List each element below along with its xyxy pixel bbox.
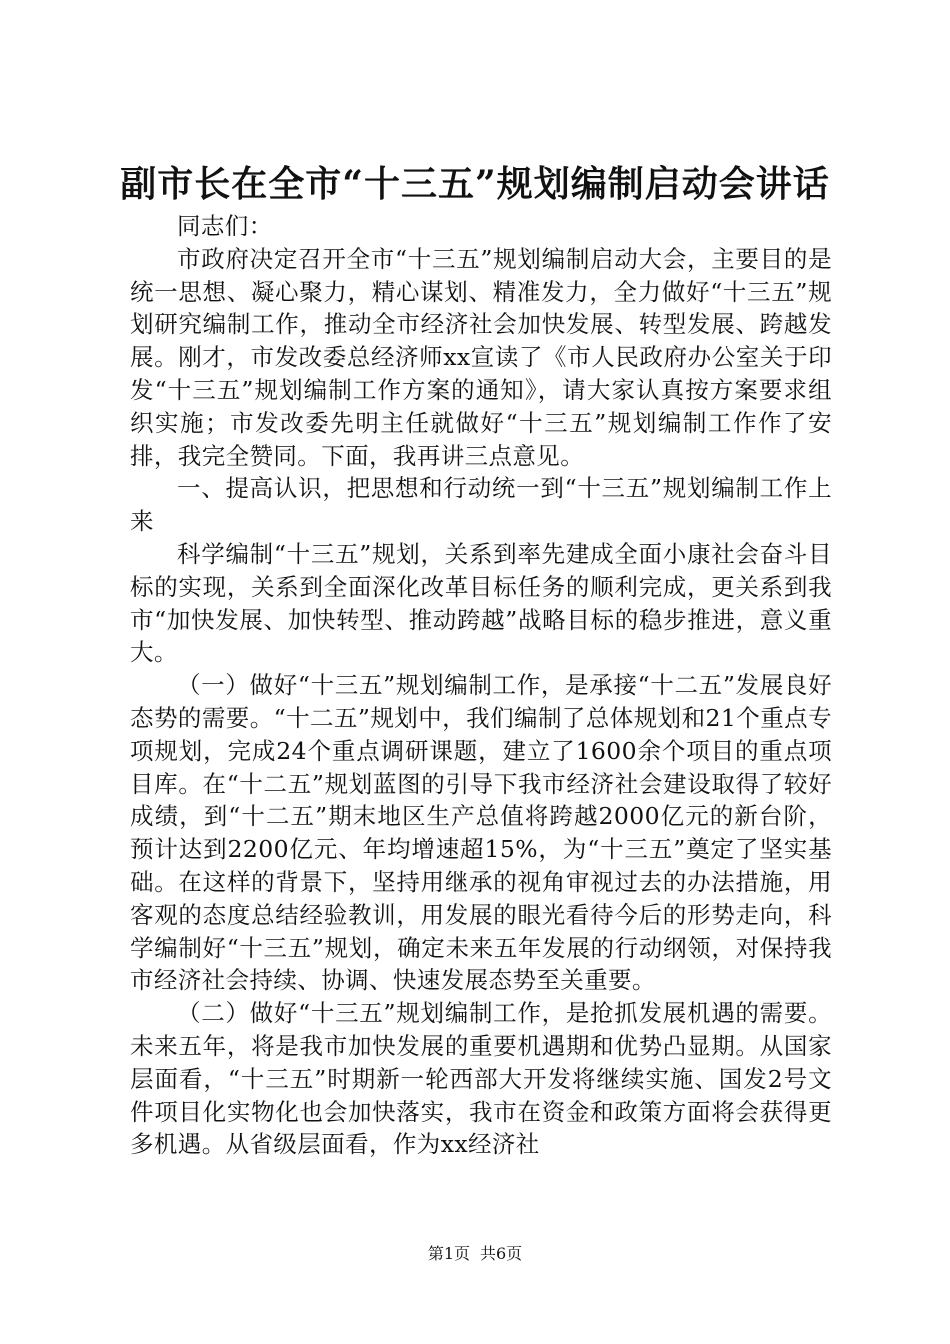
paragraph-intro: 市政府决定召开全市“十三五”规划编制启动大会，主要目的是统一思想、凝心聚力，精心谋划、精准发力，全力做好“十三五”规划研究编制工作，推动全市经济社会加快发展、转型发展、跨越发展。刚才，市发改委总经济师xx宣读了《市人民政府办公室关于印发“十三五”规划编制工作方案的通知》，请大家认真按方案要求组织实施；市发改委先明主任就做好“十三五”规划编制工作作了安排，我完全赞同。下面，我再讲三点意见。 bbox=[130, 244, 832, 470]
page-footer bbox=[0, 1243, 950, 1265]
salutation: 同志们： bbox=[177, 212, 273, 240]
document-body bbox=[130, 210, 832, 1161]
page-total: 共6页 bbox=[480, 1244, 523, 1263]
document-title: 副市长在全市“十三五”规划编制启动会讲话 bbox=[120, 163, 830, 205]
page-number: 第1页 bbox=[427, 1244, 470, 1263]
paragraph-point-2: （二）做好“十三五”规划编制工作，是抢抓发展机遇的需要。未来五年，将是我市加快发展的重要机遇期和优势凸显期。从国家层面看，“十三五”时期新一轮西部大开发将继续实施、国发2号文件项目化实物化也会加快落实，我市在资金和政策方面将会获得更多机遇。从省级层面看，作为xx经济社 bbox=[130, 999, 832, 1159]
paragraph-significance: 科学编制“十三五”规划，关系到率先建成全面小康社会奋斗目标的实现，关系到全面深化改革目标任务的顺利完成，更关系到我市“加快发展、加快转型、推动跨越”战略目标的稳步推进，意义重大。 bbox=[130, 539, 832, 667]
section-heading-1: 一、提高认识，把思想和行动统一到“十三五”规划编制工作上来 bbox=[130, 474, 832, 536]
paragraph-point-1: （一）做好“十三五”规划编制工作，是承接“十二五”发展良好态势的需要。“十二五”规划中，我们编制了总体规划和21个重点专项规划，完成24个重点调研课题，建立了1600余个项目的重点项目库。在“十二五”规划蓝图的引导下我市经济社会建设取得了较好成绩，到“十二五”期末地区生产总值将跨越2000亿元的新台阶，预计达到2200亿元、年均增速超15%，为“十三五”奠定了坚实基础。在这样的背景下，坚持用继承的视角审视过去的办法措施，用客观的态度总结经验教训，用发展的眼光看待今后的形势走向，科学编制好“十三五”规划，确定未来五年发展的行动纲领，对保持我市经济社会持续、协调、快速发展态势至关重要。 bbox=[130, 671, 832, 995]
